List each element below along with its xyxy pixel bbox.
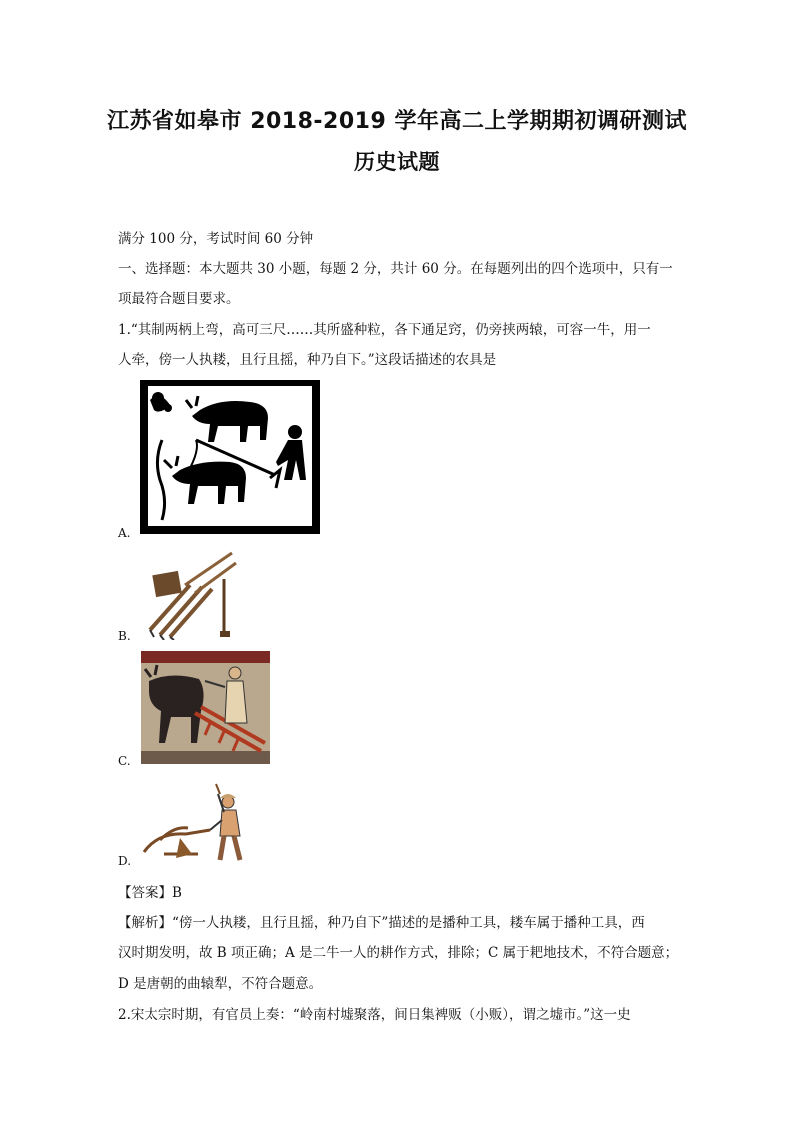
question-2-stem-line1: 2.宋太宗时期，有官员上奏：“岭南村墟聚落，间日集裨贩（小贩），谓之墟市。”这一史 xyxy=(118,1007,631,1023)
curved-plow-farmer-image xyxy=(140,780,250,865)
option-c-label: C. xyxy=(118,754,131,768)
exam-score-time: 满分 100 分，考试时间 60 分钟 xyxy=(118,231,314,247)
document-title: 江苏省如皋市 2018-2019 学年高二上学期期初调研测试 xyxy=(107,109,687,134)
option-d-label: D. xyxy=(118,854,132,868)
answer-line: 【答案】B xyxy=(118,885,182,901)
section-instructions-line2: 项最符合题目要求。 xyxy=(118,291,240,307)
ox-harrow-mural-image xyxy=(141,651,270,764)
analysis-line3: D 是唐朝的曲辕犁，不符合题意。 xyxy=(118,976,323,992)
analysis-line1 xyxy=(118,913,678,933)
option-b-label: B. xyxy=(118,629,131,643)
section-instructions-line1: 一、选择题：本大题共 30 小题，每题 2 分，共计 60 分。在每题列出的四个选项中，只有一 xyxy=(118,261,673,277)
two-oxen-plowing-image xyxy=(140,380,320,534)
analysis-tag: 【解析】 xyxy=(118,915,172,931)
analysis-line2: 汉时期发明，故 B 项正确；A 是二牛一人的耕作方式，排除；C 属于耙地技术，不符合题意； xyxy=(118,945,679,961)
option-a-label: A. xyxy=(118,526,131,540)
seed-drill-louche-image xyxy=(140,545,240,640)
document-subtitle: 历史试题 xyxy=(354,150,440,174)
question-1-stem-line2: 人牵，傍一人执耧，且行且摇，种乃自下。”这段话描述的农具是 xyxy=(118,352,497,368)
analysis-text-1: “傍一人执耧，且行且摇，种乃自下”描述的是播种工具，耧车属于播种工具，西 xyxy=(172,915,645,931)
question-1-stem-line1: 1.“其制两柄上弯，高可三尺……其所盛种粒，各下通足窍，仍旁挟两辕，可容一牛，用一 xyxy=(118,322,651,338)
